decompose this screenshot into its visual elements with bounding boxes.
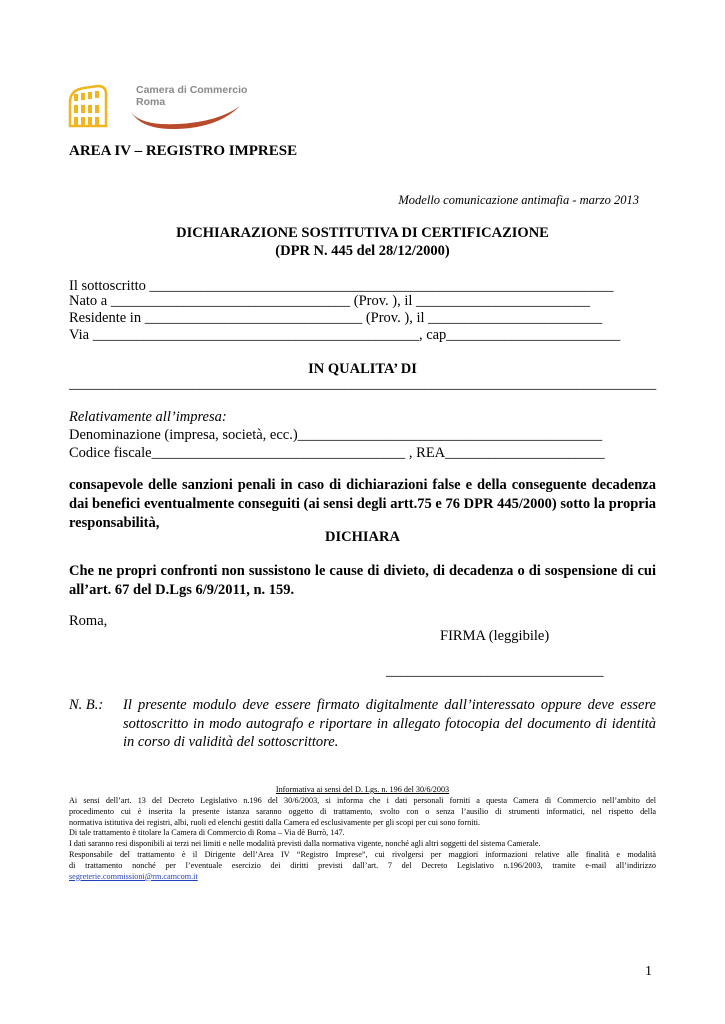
field-via[interactable]: Via _____________________________________________, cap________________________ (69, 327, 621, 343)
informativa-line: Ai sensi dell’art. 13 del Decreto Legislativo n.196 del 30/6/2003, si informa che i dati personali forniti a questa Camera di Commercio nell’ambito del (69, 796, 656, 805)
nb-text: Il presente modulo deve essere firmato digitalmente dall’interessato oppure deve essere sottoscritto in modo autografo e riportare in allegato fotocopia del documento di identità in corso di validità del sottoscrittore. (123, 697, 656, 750)
field-residente[interactable]: Residente in ______________________________ (Prov. ), il ________________________ (69, 310, 603, 326)
document-title: DICHIARAZIONE SOSTITUTIVA DI CERTIFICAZIONE (176, 225, 549, 241)
email-link[interactable]: segreterie.commissioni@rm.camcom.it (69, 871, 198, 881)
field-sottoscritto[interactable]: Il sottoscritto ________________________________________________________________ (69, 278, 614, 294)
informativa-line: I dati saranno resi disponibili ai terzi nei limiti e nelle modalità previsti dalla normativa vigente, nonché agli altri soggetti del sistema Camerale. (69, 839, 541, 849)
signature-place: Roma, (69, 613, 108, 629)
informativa-line: Di tale trattamento è titolare la Camera di Commercio di Roma – Via dè Burrò, 147. (69, 828, 345, 838)
informativa-line: procedimento cui è inserita la presente istanza saranno oggetto di trattamento, svolto con o senza l’ausilio di strumenti informatici, nel rispetto della (69, 806, 656, 816)
document-subtitle: (DPR N. 445 del 28/12/2000) (275, 243, 450, 259)
consapevole-paragraph: consapevole delle sanzioni penali in caso di dichiarazioni false e della conseguente decadenza dai benefici eventualmente conseguiti (ai sensi degli artt.75 e 76 DPR 445/2000) sotto la propria responsabilità, (69, 477, 656, 531)
logo-line-1: Camera di Commercio (136, 84, 248, 96)
logo-line-2: Roma (136, 96, 166, 108)
qualita-title: IN QUALITA’ DI (308, 361, 417, 377)
field-codice-fiscale[interactable]: Codice fiscale___________________________________ , REA______________________ (69, 445, 605, 461)
signature-line[interactable]: ______________________________ (386, 663, 604, 679)
nb-label: N. B.: (69, 697, 104, 713)
logo-text (136, 84, 247, 108)
page-number: 1 (645, 964, 652, 979)
email-line (69, 872, 656, 883)
informativa-body (69, 796, 656, 882)
area-title: AREA IV – REGISTRO IMPRESE (69, 143, 298, 159)
qualita-line[interactable]: _________________________________________________________________________________ (69, 376, 657, 392)
dichiara-heading: DICHIARA (325, 529, 400, 545)
field-denominazione[interactable]: Denominazione (impresa, società, ecc.)__________________________________________ (69, 427, 603, 443)
informativa-line: di trattamento nonché per l’eventuale esercizio dei diritti previsti dall’art. 7 del Decreto Legislativo n.196/2003, tramite e-mail all’indirizzo (69, 860, 656, 870)
informativa-title: Informativa ai sensi del D. Lgs. n. 196 del 30/6/2003 (275, 785, 450, 794)
statement-paragraph: Che ne propri confronti non sussistono le cause di divieto, di decadenza o di sospensione di cui all’art. 67 del D.Lgs 6/9/2011, n. 159. (69, 563, 656, 598)
field-nato[interactable]: Nato a _________________________________ (Prov. ), il ________________________ (69, 293, 591, 309)
impresa-intro: Relativamente all’impresa: (69, 409, 227, 425)
signature-label: FIRMA (leggibile) (440, 628, 550, 644)
informativa-line: normativa istitutiva dei registri, albi, ruoli ed elenchi gestiti dalla Camera ed esclusivamente per gli scopi per cui sono forniti. (69, 817, 481, 827)
informativa-line: Responsabile del trattamento è il Dirigente dell’Area IV “Registro Imprese”, cui rivolgersi per maggiori informazioni relative alle finalità e modalità (69, 849, 656, 859)
model-label: Modello comunicazione antimafia - marzo 2013 (398, 193, 639, 207)
